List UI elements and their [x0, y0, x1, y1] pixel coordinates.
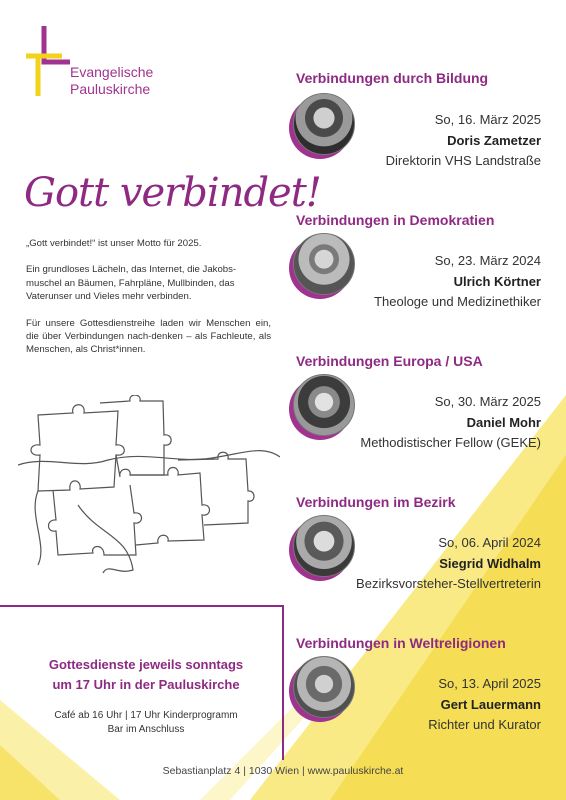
event-4-name: Siegrid Widhalm	[439, 556, 541, 571]
info-box-line-2: Bar im Anschluss	[107, 724, 185, 735]
info-box-title-line-1: Gottesdienste jeweils sonntags	[48, 657, 244, 672]
logo-line-1: Evangelische	[70, 64, 154, 80]
logo-line-2: Pauluskirche	[70, 81, 151, 97]
event-1-avatar	[293, 93, 355, 155]
event-3-role: Methodistischer Fellow (GEKE)	[360, 435, 541, 450]
church-cross-logo-icon	[24, 24, 74, 98]
info-box-title	[28, 655, 264, 695]
headline: Gott verbindet!	[24, 170, 321, 216]
event-3-date: So, 30. März 2025	[434, 394, 541, 409]
event-2-title: Verbindungen in Demokratien	[296, 212, 495, 228]
event-5-role: Richter und Kurator	[428, 717, 541, 732]
event-5-date: So, 13. April 2025	[438, 676, 541, 691]
intro-paragraph-1: „Gott verbindet!“ ist unser Motto für 2025.	[26, 238, 202, 249]
intro-paragraph-2: Ein grundloses Lächeln, das Internet, die Jakobs-muschel an Bäumen, Fahrpläne, Mullbinden, das Vaterunser und Vieles mehr verbinden.	[26, 264, 237, 303]
event-5-name: Gert Lauermann	[440, 697, 541, 712]
info-box-title-line-2: um 17 Uhr in der Pauluskirche	[52, 677, 240, 692]
event-1-date: So, 16. März 2025	[434, 112, 541, 127]
info-box-text	[28, 709, 264, 737]
event-2-name: Ulrich Körtner	[453, 274, 541, 289]
event-4-date: So, 06. April 2024	[438, 535, 541, 550]
event-2-date: So, 23. März 2024	[434, 253, 541, 268]
event-3-title: Verbindungen Europa / USA	[296, 353, 483, 369]
event-1-title: Verbindungen durch Bildung	[296, 70, 489, 86]
event-5-title: Verbindungen in Weltreligionen	[296, 635, 506, 651]
event-1-name: Doris Zametzer	[447, 133, 541, 148]
event-3-avatar	[293, 374, 355, 436]
event-4-title: Verbindungen im Bezirk	[296, 494, 456, 510]
event-2-avatar	[293, 233, 355, 295]
event-4-avatar	[293, 515, 355, 577]
intro-text	[26, 237, 271, 370]
logo-text	[70, 64, 153, 98]
event-5-avatar	[293, 656, 355, 718]
info-box-line-1: Café ab 16 Uhr | 17 Uhr Kinderprogramm	[54, 710, 238, 721]
event-1-role: Direktorin VHS Landstraße	[385, 153, 541, 168]
puzzle-illustration	[18, 395, 280, 575]
event-3-name: Daniel Mohr	[466, 415, 541, 430]
intro-paragraph-3: Für unsere Gottesdienstreihe laden wir Menschen ein, die über Verbindungen nach-denken – als Fachleute, als Menschen, als Christ*innen.	[26, 317, 271, 356]
event-2-role: Theologe und Medizinethiker	[374, 294, 541, 309]
footer-address: Sebastianplatz 4 | 1030 Wien | www.pauluskirche.at	[162, 765, 404, 777]
event-4-role: Bezirksvorsteher-Stellvertreterin	[356, 576, 541, 591]
